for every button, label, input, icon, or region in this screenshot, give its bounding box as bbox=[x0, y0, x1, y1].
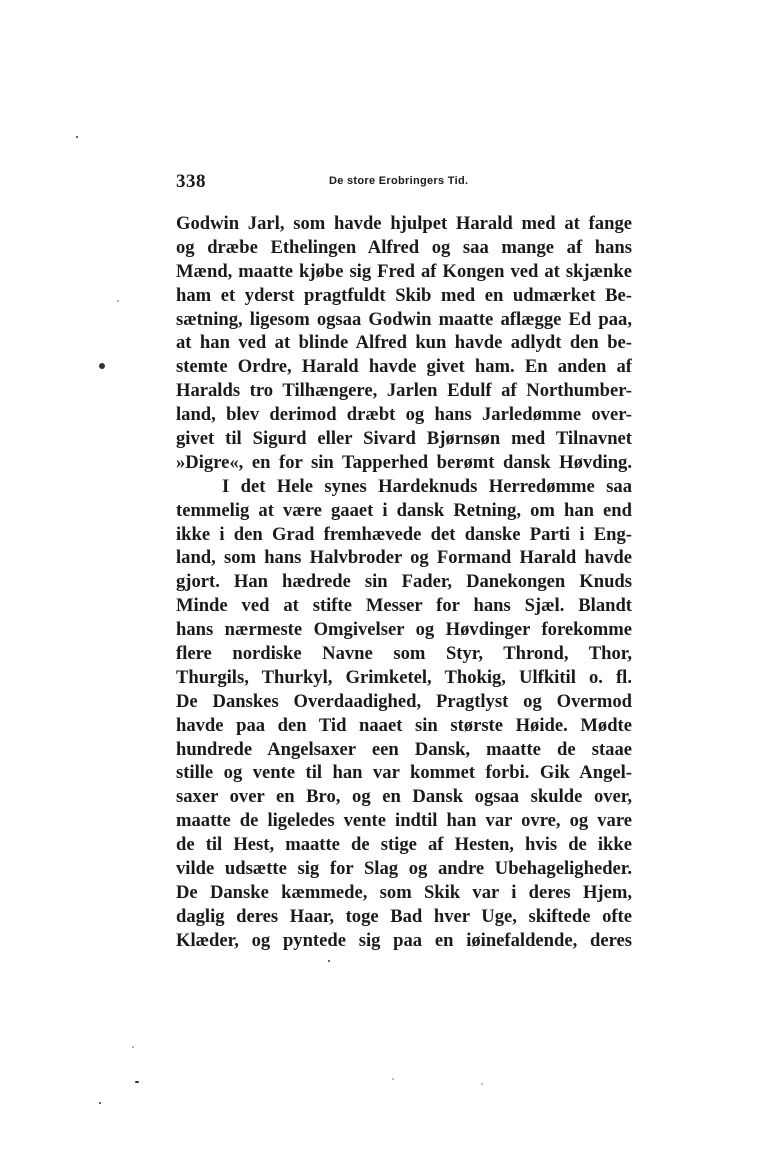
text-line: land, som hans Halvbroder og Formand Harald havde bbox=[176, 547, 632, 569]
text-line: daglig deres Haar, toge Bad hver Uge, skiftede ofte bbox=[176, 905, 632, 927]
scan-speck bbox=[481, 1083, 483, 1085]
text-line: Klæder, og pyntede sig paa en iøinefaldende, deres bbox=[176, 929, 632, 951]
scan-speck bbox=[132, 1046, 134, 1048]
paragraph-start-line: I det Hele synes Hardeknuds Herredømme saa bbox=[222, 475, 632, 497]
text-line: ikke i den Grad fremhævede det danske Parti i Eng- bbox=[176, 523, 632, 545]
scan-speck bbox=[99, 363, 105, 369]
text-line: gjort. Han hædrede sin Fader, Danekongen Knuds bbox=[176, 571, 632, 593]
text-line: hundrede Angelsaxer een Dansk, maatte de staae bbox=[176, 738, 632, 760]
text-line: De Danske kæmmede, som Skik var i deres Hjem, bbox=[176, 881, 632, 903]
text-line: land, blev derimod dræbt og hans Jarledømme over- bbox=[176, 404, 632, 426]
text-line: Haralds tro Tilhængere, Jarlen Edulf af Northumber- bbox=[176, 380, 632, 402]
text-line: havde paa den Tid naaet sin største Høide. Mødte bbox=[176, 714, 632, 736]
running-head bbox=[176, 171, 636, 197]
text-line: at han ved at blinde Alfred kun havde adlydt den be- bbox=[176, 332, 632, 354]
scan-speck bbox=[117, 300, 119, 302]
text-line: vilde udsætte sig for Slag og andre Ubehageligheder. bbox=[176, 858, 632, 880]
text-line: hans nærmeste Omgivelser og Høvdinger forekomme bbox=[176, 619, 632, 641]
text-line: saxer over en Bro, og en Dansk ogsaa skulde over, bbox=[176, 786, 632, 808]
text-line: Mænd, maatte kjøbe sig Fred af Kongen ved at skjænke bbox=[176, 260, 632, 282]
scan-speck bbox=[135, 1081, 139, 1083]
text-line: flere nordiske Navne som Styr, Thrond, Thor, bbox=[176, 643, 632, 665]
body-text bbox=[176, 212, 632, 953]
text-line: temmelig at være gaaet i dansk Retning, om han end bbox=[176, 499, 632, 521]
text-line: De Danskes Overdaadighed, Pragtlyst og Overmod bbox=[176, 690, 632, 712]
text-line: givet til Sigurd eller Sivard Bjørnsøn med Tilnavnet bbox=[176, 428, 632, 450]
scan-speck bbox=[328, 960, 330, 962]
text-line: maatte de ligeledes vente indtil han var ovre, og vare bbox=[176, 810, 632, 832]
text-line: Thurgils, Thurkyl, Grimketel, Thokig, Ulfkitil o. fl. bbox=[176, 666, 632, 688]
text-line: de til Hest, maatte de stige af Hesten, hvis de ikke bbox=[176, 834, 632, 856]
scan-speck bbox=[76, 136, 78, 138]
text-line: Minde ved at stifte Messer for hans Sjæl. Blandt bbox=[176, 595, 632, 617]
running-title: De store Erobringers Tid. bbox=[329, 175, 469, 187]
text-line: Godwin Jarl, som havde hjulpet Harald med at fange bbox=[176, 213, 632, 234]
page-number: 338 bbox=[176, 171, 206, 192]
text-line: sætning, ligesom ogsaa Godwin maatte aflægge Ed paa, bbox=[176, 308, 632, 330]
text-line: ham et yderst pragtfuldt Skib med en udmærket Be- bbox=[176, 284, 632, 306]
text-line: og dræbe Ethelingen Alfred og saa mange af hans bbox=[176, 236, 632, 258]
scan-speck bbox=[99, 1102, 101, 1104]
text-line: »Digre«, en for sin Tapperhed berømt dansk Høvding. bbox=[176, 451, 632, 473]
scan-speck bbox=[392, 1078, 394, 1080]
text-line: stille og vente til han var kommet forbi. Gik Angel- bbox=[176, 762, 632, 784]
text-line: stemte Ordre, Harald havde givet ham. En anden af bbox=[176, 356, 632, 378]
